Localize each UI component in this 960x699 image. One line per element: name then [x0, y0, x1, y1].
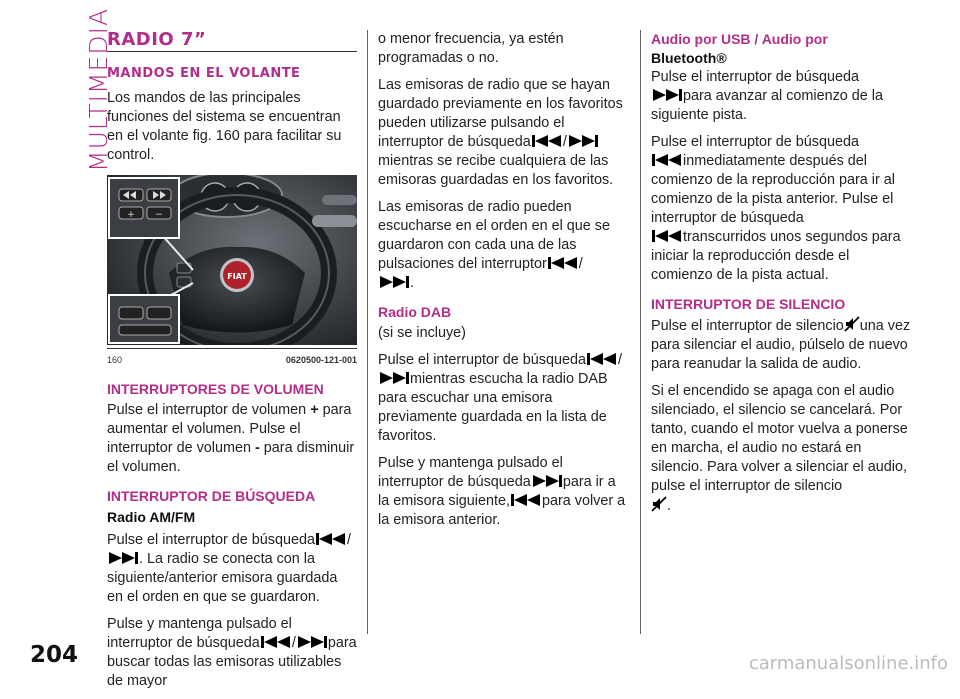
column-1 — [107, 30, 357, 699]
dab-note: (si se incluye) — [378, 325, 466, 341]
steering-wheel-illustration — [107, 175, 357, 345]
figure-number: 160 — [107, 355, 123, 365]
continuation-paragraph: o menor frecuencia, ya estén programadas o no. — [378, 31, 564, 66]
column-divider-2 — [640, 30, 641, 634]
skip-back-icon — [586, 352, 618, 366]
watermark: carmanualsonline.info — [748, 653, 948, 674]
mute-icon — [651, 496, 667, 512]
heading-usb-bluetooth: Audio por USB / Audio por Bluetooth® — [651, 31, 828, 66]
section-side-label — [52, 7, 113, 172]
section-label-text: MULTIMEDIA — [84, 7, 113, 172]
heading-radio-am-fm: Radio AM/FM — [107, 509, 196, 525]
skip-back-icon — [651, 153, 683, 167]
skip-back-icon — [531, 134, 563, 148]
svg-text:−: − — [155, 210, 163, 220]
am-fm-paragraph-2: Pulse y mantenga pulsado el interruptor de búsqueda / para buscar todas las emisoras utilizables de mayor — [107, 616, 357, 689]
skip-back-icon — [651, 229, 683, 243]
favorites-paragraph: Las emisoras de radio que se hayan guardado previamente en los favoritos pueden utilizarse pulsando el interruptor de búsqueda /mientras se recibe cualquiera de las emisoras guardadas en los favoritos. — [378, 77, 623, 188]
dab-paragraph-1: Pulse el interruptor de búsqueda / mientras escucha la radio DAB para escuchar una emisora previamente guardada en la lista de favoritos. — [378, 352, 623, 444]
mute-paragraph-2: Si el encendido se apaga con el audio silenciado, el silencio se cancelará. Por tanto, cuando el motor vuelva a ponerse en marcha, el audio no estará en silencio. Para volver a silenciar el audio, pulse el interruptor de silencio . — [651, 383, 908, 514]
subtitle-steering-controls: MANDOS EN EL VOLANTE — [107, 66, 301, 81]
skip-back-icon — [260, 635, 292, 649]
skip-forward-icon — [651, 88, 683, 102]
skip-forward-icon — [296, 635, 328, 649]
mute-icon — [844, 316, 860, 332]
steering-wheel-figure — [107, 175, 357, 345]
heading-mute-switch: INTERRUPTOR DE SILENCIO — [651, 296, 846, 312]
heading-search-switch: INTERRUPTOR DE BÚSQUEDA — [107, 488, 316, 504]
mute-paragraph-1: Pulse el interruptor de silencio una vez para silenciar el audio, púlselo de nuevo para reanudar la salida de audio. — [651, 318, 911, 372]
figure-caption — [107, 348, 357, 370]
am-fm-paragraph-1: Pulse el interruptor de búsqueda / . La radio se conecta con la siguiente/anterior emisora guardada en el orden en que se guardaron. — [107, 532, 352, 605]
usb-paragraph-2: Pulse el interruptor de búsqueda inmediatamente después del comienzo de la reproducción para ir al comienzo de la pista anterior. Pulse el interruptor de búsqueda transcurridos unos segundos para iniciar la reproducción desde el comienzo de la pista actual. — [651, 134, 901, 283]
figure-code: 0620500-121-001 — [285, 355, 357, 365]
plus-symbol: + — [310, 402, 319, 418]
skip-forward-icon — [107, 551, 139, 565]
column-2 — [378, 30, 630, 538]
skip-forward-icon — [378, 275, 410, 289]
skip-forward-icon — [531, 474, 563, 488]
skip-back-icon — [510, 493, 542, 507]
heading-volume-switches: INTERRUPTORES DE VOLUMEN — [107, 381, 324, 397]
column-divider-1 — [367, 30, 368, 634]
dab-paragraph-2: Pulse y mantenga pulsado el interruptor de búsqueda para ir a la emisora siguiente, para volver a la emisora anterior. — [378, 455, 626, 528]
page-number: 204 — [30, 642, 79, 668]
skip-forward-icon — [567, 134, 599, 148]
skip-back-icon — [547, 256, 579, 270]
fiat-logo: FIAT — [227, 272, 247, 281]
heading-radio-dab: Radio DAB — [378, 304, 452, 320]
column-3 — [651, 30, 911, 524]
skip-forward-icon — [378, 371, 410, 385]
intro-paragraph: Los mandos de las principales funciones del sistema se encuentran en el volante fig. 160 para facilitar su control. — [107, 90, 342, 163]
order-paragraph: Las emisoras de radio pueden escucharse en el orden en el que se guardaron con cada una de las pulsaciones del interruptor / . — [378, 199, 611, 291]
usb-paragraph-1: Pulse el interruptor de búsqueda para avanzar al comienzo de la siguiente pista. — [651, 69, 883, 123]
svg-text:+: + — [127, 210, 135, 220]
skip-back-icon — [315, 532, 347, 546]
volume-paragraph: Pulse el interruptor de volumen + para aumentar el volumen. Pulse el interruptor de volumen - para disminuir el volumen. — [107, 402, 355, 475]
minus-symbol: - — [254, 440, 260, 456]
page-title: RADIO 7” — [107, 30, 357, 52]
